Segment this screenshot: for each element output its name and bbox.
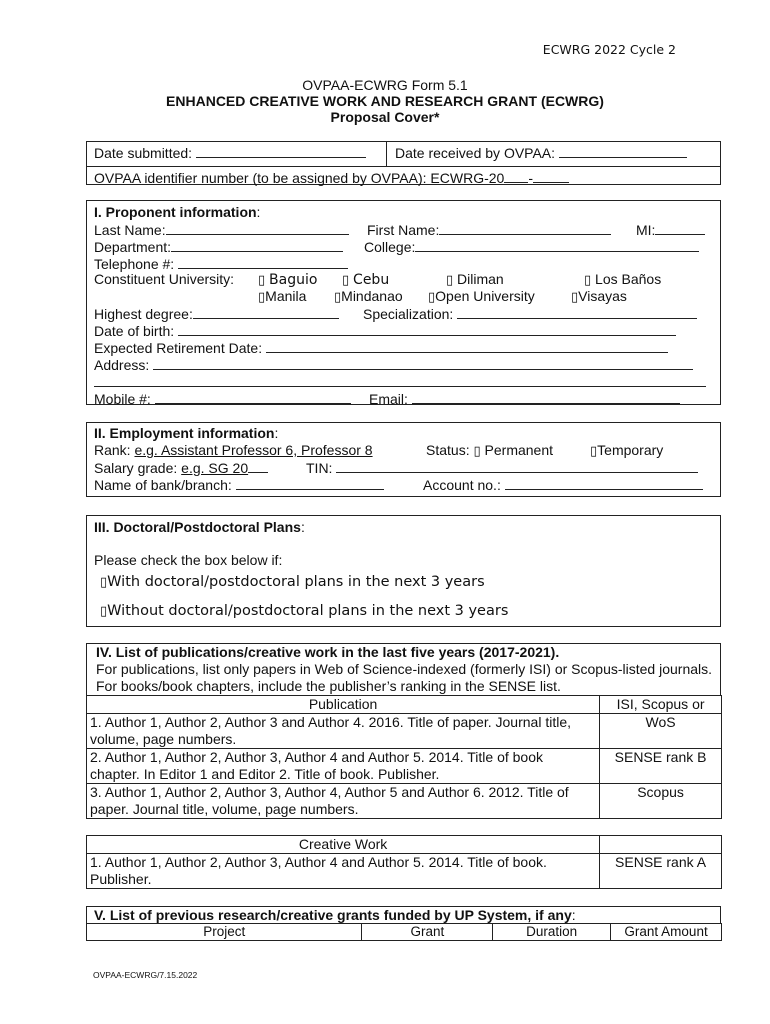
- rank-row: [94, 442, 373, 459]
- last-name-row: [94, 221, 349, 239]
- mi-field[interactable]: [655, 221, 705, 235]
- salary-example[interactable]: e.g. SG 20: [181, 460, 249, 476]
- status-row: [426, 442, 553, 460]
- grant-column-header: Grant: [362, 924, 493, 941]
- empty-header-cell: [600, 836, 722, 854]
- last-name-field[interactable]: [166, 221, 349, 235]
- mobile-label: Mobile #:: [94, 391, 151, 407]
- table-row: [87, 854, 722, 889]
- address-field-line-2[interactable]: [94, 386, 706, 387]
- publication-cell[interactable]: 2. Author 1, Author 2, Author 3, Author 4 and Author 5. 2014. Title of book chapter. In Editor 1 and Editor 2. Title of book. Publisher.: [87, 749, 600, 784]
- publication-column-header: Publication: [87, 696, 600, 714]
- table-row: [87, 714, 722, 749]
- doctoral-option-without-label: Without doctoral/postdoctoral plans in the next 3 years: [107, 603, 509, 619]
- cu-option-label: Manila: [265, 288, 307, 304]
- address-field[interactable]: [153, 356, 693, 370]
- checkbox-icon[interactable]: ▯: [100, 604, 108, 619]
- checkbox-icon[interactable]: ▯: [428, 290, 436, 305]
- temporary-checkbox-icon[interactable]: ▯: [590, 444, 598, 459]
- salary-row: [94, 459, 268, 477]
- publication-cell[interactable]: 3. Author 1, Author 2, Author 3, Author 4, Author 5 and Author 6. 2012. Title of paper. Journal title, volume, page numbers.: [87, 784, 600, 819]
- creative-cell[interactable]: 1. Author 1, Author 2, Author 3, Author 4 and Author 5. 2014. Title of book. Publisher.: [87, 854, 600, 889]
- tin-row: [306, 459, 698, 477]
- divider: [386, 141, 387, 167]
- telephone-label: Telephone #:: [94, 256, 175, 272]
- cu-option-manila[interactable]: [258, 288, 306, 306]
- cu-option-label: Cebu: [353, 272, 390, 288]
- telephone-field[interactable]: [178, 255, 348, 269]
- employment-heading-text: II. Employment information: [94, 425, 275, 441]
- checkbox-icon[interactable]: ▯: [446, 273, 454, 288]
- address-label: Address:: [94, 357, 150, 373]
- college-field[interactable]: [415, 238, 699, 252]
- doctoral-option-without[interactable]: [100, 603, 508, 620]
- salary-label: Salary grade:: [94, 460, 178, 476]
- cu-option-open-university[interactable]: [428, 288, 535, 306]
- date-submitted-field[interactable]: [196, 144, 366, 158]
- page-subtitle: Proposal Cover*: [330, 109, 440, 125]
- mi-label: MI:: [636, 222, 656, 238]
- cycle-label: ECWRG 2022 Cycle 2: [542, 42, 676, 57]
- email-label: Email:: [369, 391, 408, 407]
- table-header-row: [87, 836, 722, 854]
- cu-option-label: Mindanao: [341, 288, 403, 304]
- date-submitted-label: Date submitted:: [94, 145, 193, 161]
- bank-label: Name of bank/branch:: [94, 477, 232, 493]
- divider: [86, 166, 721, 167]
- cu-option-label: Diliman: [457, 271, 504, 287]
- college-row: [364, 238, 699, 256]
- cu-option-label: Los Baños: [595, 271, 662, 287]
- highest-degree-field[interactable]: [193, 305, 339, 319]
- checkbox-icon[interactable]: ▯: [258, 273, 266, 288]
- project-column-header: Project: [87, 924, 362, 941]
- proponent-heading-text: I. Proponent information: [94, 204, 257, 220]
- index-cell[interactable]: WoS: [600, 714, 722, 749]
- bank-row: [94, 476, 384, 494]
- identifier-separator: -: [528, 170, 533, 186]
- doctoral-heading: [94, 519, 305, 536]
- account-label: Account no.:: [423, 477, 501, 493]
- cu-option-label: Visayas: [578, 288, 627, 304]
- department-row: [94, 238, 343, 256]
- grants-heading-text: V. List of previous research/creative grants funded by UP System, if any: [94, 907, 572, 923]
- index-cell[interactable]: SENSE rank B: [600, 749, 722, 784]
- doctoral-heading-text: III. Doctoral/Postdoctoral Plans: [94, 519, 301, 535]
- checkbox-icon[interactable]: ▯: [584, 273, 592, 288]
- date-received-row: [395, 144, 687, 162]
- permanent-checkbox-icon[interactable]: ▯: [473, 444, 481, 459]
- doctoral-instruction: Please check the box below if:: [94, 552, 283, 568]
- publication-cell[interactable]: 1. Author 1, Author 2, Author 3 and Author 4. 2016. Title of paper. Journal title, volume, page numbers.: [87, 714, 600, 749]
- tin-label: TIN:: [306, 460, 333, 476]
- email-field[interactable]: [412, 390, 680, 404]
- checkbox-icon[interactable]: ▯: [258, 290, 266, 305]
- proponent-heading: [94, 204, 260, 221]
- mobile-field[interactable]: [155, 390, 351, 404]
- checkbox-icon[interactable]: ▯: [571, 290, 579, 305]
- college-label: College:: [364, 239, 416, 255]
- rank-example[interactable]: e.g. Assistant Professor 6, Professor 8: [134, 442, 373, 458]
- colon: :: [256, 204, 261, 220]
- employment-heading: [94, 425, 278, 442]
- table-row: [87, 784, 722, 819]
- doctoral-option-with[interactable]: [100, 574, 485, 591]
- bank-field[interactable]: [236, 476, 384, 490]
- table-row: [87, 749, 722, 784]
- doctoral-option-with-label: With doctoral/postdoctoral plans in the next 3 years: [107, 574, 485, 590]
- creative-column-header: Creative Work: [87, 836, 600, 854]
- temporary-option[interactable]: [590, 442, 663, 460]
- grant-amount-column-header: Grant Amount: [611, 924, 722, 941]
- colon: :: [300, 519, 305, 535]
- constituent-label: Constituent University:: [94, 271, 235, 287]
- colon: :: [274, 425, 279, 441]
- creative-work-table: [86, 835, 722, 889]
- first-name-field[interactable]: [439, 221, 611, 235]
- email-row: [369, 390, 680, 408]
- specialization-label: Specialization:: [363, 306, 454, 322]
- dob-field[interactable]: [178, 322, 676, 336]
- grants-heading: [94, 907, 576, 924]
- date-received-label: Date received by OVPAA:: [395, 145, 556, 161]
- first-name-row: [367, 221, 611, 239]
- cu-option-cebu[interactable]: [342, 271, 389, 289]
- last-name-label: Last Name:: [94, 222, 166, 238]
- index-column-header: ISI, Scopus or: [600, 696, 722, 714]
- status-label: Status:: [426, 442, 470, 458]
- salary-field[interactable]: [248, 459, 268, 473]
- publications-table: [86, 695, 722, 819]
- permanent-label: Permanent: [484, 442, 554, 458]
- colon: :: [571, 907, 576, 923]
- rank-label: Rank:: [94, 442, 131, 458]
- department-label: Department:: [94, 239, 172, 255]
- publications-heading: IV. List of publications/creative work in the last five years (2017-2021).: [96, 644, 560, 660]
- identifier-number-field[interactable]: [533, 169, 569, 183]
- checkbox-icon[interactable]: ▯: [100, 575, 108, 590]
- account-row: [423, 476, 703, 494]
- cu-option-diliman[interactable]: [446, 271, 504, 289]
- retirement-row: [94, 339, 668, 357]
- retirement-field[interactable]: [266, 339, 668, 353]
- table-header-row: [87, 696, 722, 714]
- cu-option-mindanao[interactable]: [334, 288, 403, 306]
- date-received-field[interactable]: [559, 144, 687, 158]
- mi-row: [636, 221, 705, 239]
- table-header-row: [87, 924, 722, 941]
- highest-degree-label: Highest degree:: [94, 306, 193, 322]
- dob-label: Date of birth:: [94, 323, 175, 339]
- cu-option-los-banos[interactable]: [584, 271, 661, 289]
- grants-table: [86, 923, 722, 941]
- index-cell[interactable]: SENSE rank A: [600, 854, 722, 889]
- cu-option-visayas[interactable]: [571, 288, 627, 306]
- dob-row: [94, 322, 676, 340]
- highest-degree-row: [94, 305, 339, 323]
- checkbox-icon[interactable]: ▯: [342, 273, 350, 288]
- index-cell[interactable]: Scopus: [600, 784, 722, 819]
- checkbox-icon[interactable]: ▯: [334, 290, 342, 305]
- address-row: [94, 356, 693, 374]
- account-field[interactable]: [505, 476, 703, 490]
- department-field[interactable]: [171, 238, 343, 252]
- identifier-label: OVPAA identifier number (to be assigned by OVPAA): ECWRG-20: [94, 170, 505, 186]
- cu-option-label: Open University: [435, 288, 535, 304]
- date-submitted-row: [94, 144, 366, 162]
- identifier-year-field[interactable]: [504, 169, 528, 183]
- publications-note: For publications, list only papers in Web of Science-indexed (formerly ISI) or Scopus-listed journals. For books/book chapters, include the publisher’s ranking in the SENSE list.: [96, 661, 713, 694]
- page-title: ENHANCED CREATIVE WORK AND RESEARCH GRANT (ECWRG): [166, 93, 604, 109]
- retirement-label: Expected Retirement Date:: [94, 340, 263, 356]
- specialization-row: [363, 305, 697, 323]
- duration-column-header: Duration: [493, 924, 611, 941]
- first-name-label: First Name:: [367, 222, 440, 238]
- identifier-row: [94, 169, 569, 187]
- temporary-label: Temporary: [597, 442, 664, 458]
- specialization-field[interactable]: [457, 305, 697, 319]
- form-number: OVPAA-ECWRG Form 5.1: [302, 77, 468, 93]
- cu-option-baguio[interactable]: [258, 271, 317, 289]
- mobile-row: [94, 390, 351, 408]
- footer-code: OVPAA-ECWRG/7.15.2022: [93, 970, 198, 980]
- tin-field[interactable]: [336, 459, 698, 473]
- cu-option-label: Baguio: [269, 272, 318, 288]
